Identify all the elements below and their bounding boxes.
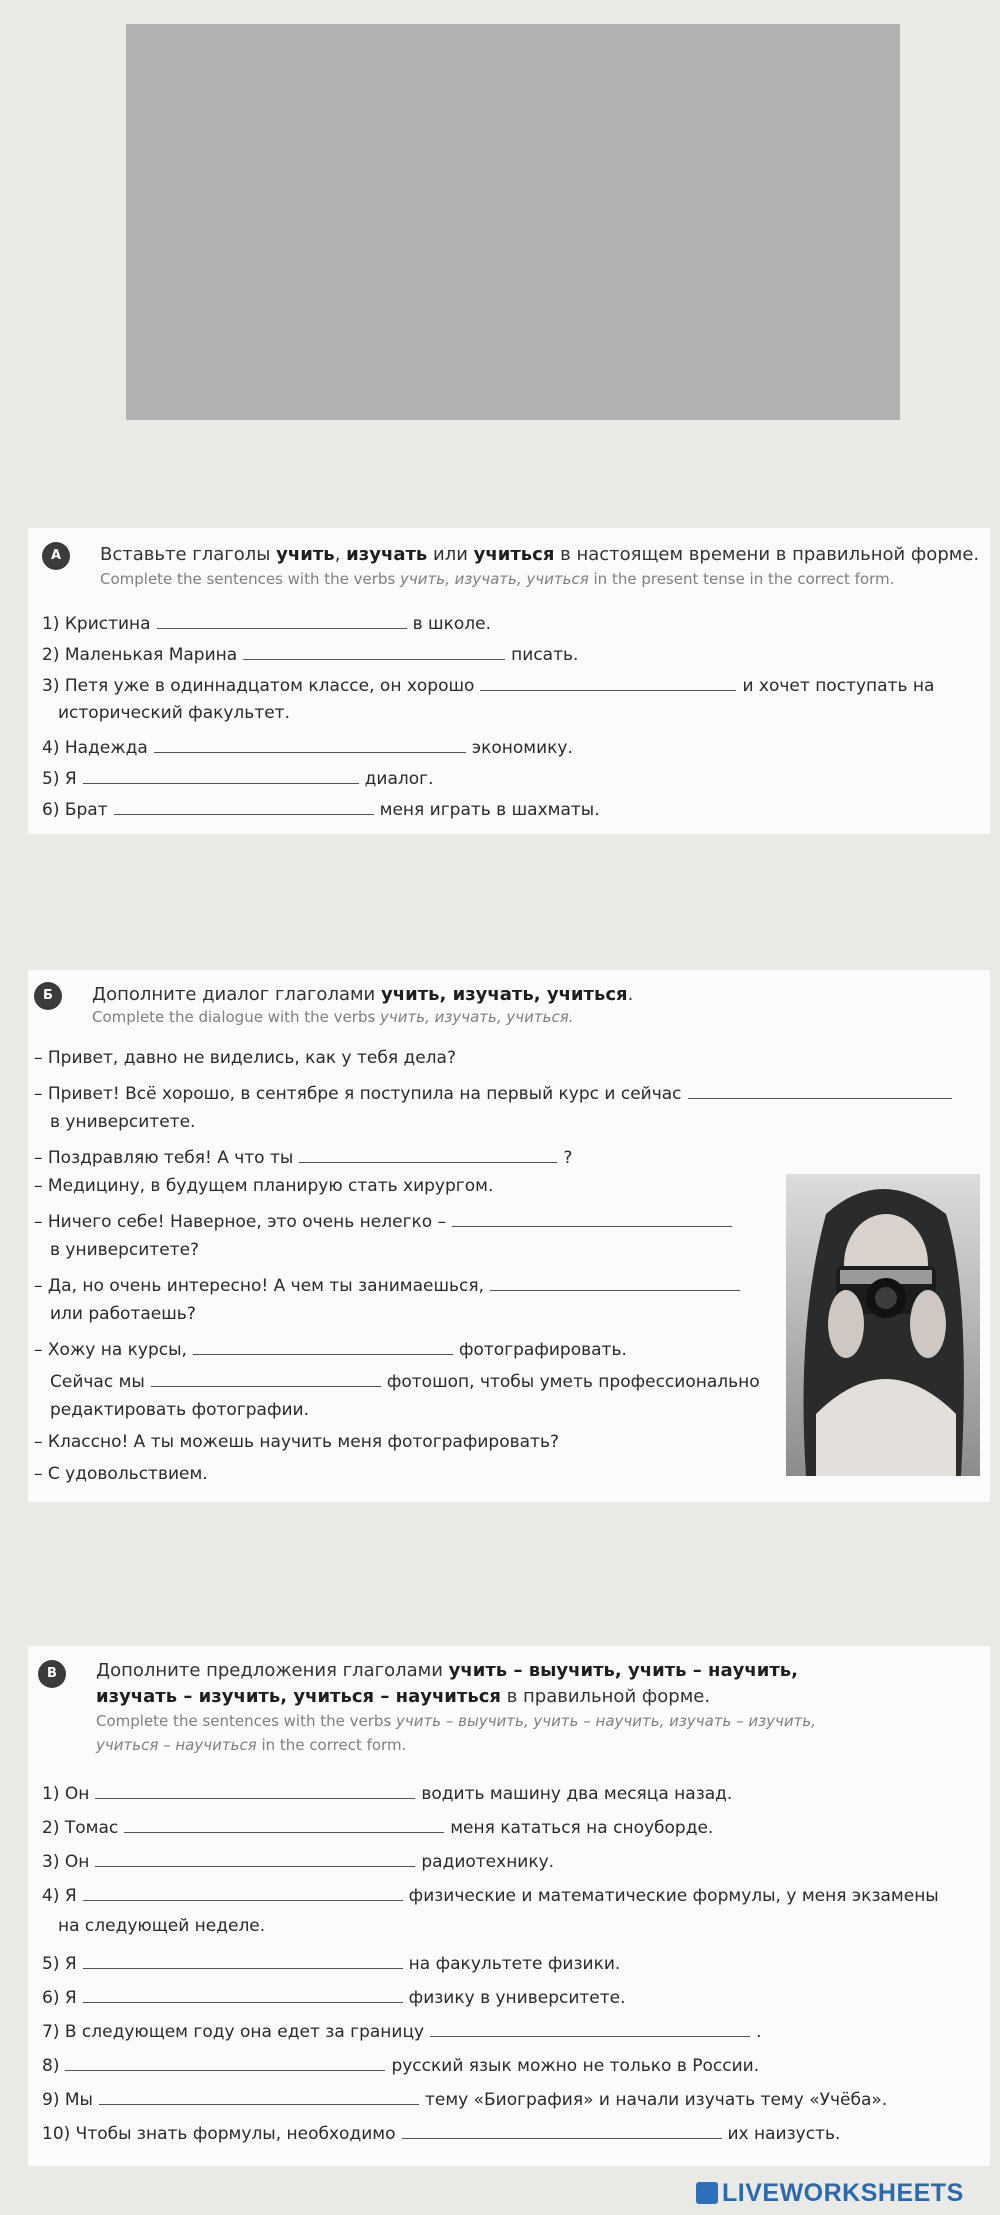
- exercise-a-subtitle: Complete the sentences with the verbs учить, изучать, учиться in the present tense in the correct form.: [100, 570, 895, 588]
- exercise-c-item-4: 4) Я физические и математические формулы, у меня экзамены: [42, 1882, 939, 1916]
- exercise-a-title: Вставьте глаголы учить, изучать или учиться в настоящем времени в правильной форме.: [100, 544, 980, 565]
- liveworksheets-logo-text: LIVEWORKSHEETS: [722, 2178, 964, 2207]
- answer-blank[interactable]: [402, 2120, 722, 2139]
- dialogue-line-cont: редактировать фотографии.: [50, 1400, 310, 1420]
- exercise-c-card: [28, 1646, 990, 2166]
- dialogue-line: – Медицину, в будущем планирую стать хирургом.: [34, 1176, 494, 1196]
- exercise-c-item-4-cont: на следующей неделе.: [58, 1916, 266, 1936]
- exercise-a-item-6: 6) Брат меня играть в шахматы.: [42, 796, 934, 827]
- exercise-a-item-1: 1) Кристина в школе.: [42, 610, 934, 641]
- answer-blank[interactable]: [83, 1882, 403, 1901]
- liveworksheets-logo[interactable]: [696, 2178, 964, 2208]
- dialogue-line: Сейчас мы фотошоп, чтобы уметь профессионально: [34, 1368, 958, 1400]
- camera-photo-illustration: [786, 1174, 980, 1476]
- exercise-c-title-line2: изучать – изучить, учиться – научиться в правильной форме.: [96, 1686, 711, 1707]
- answer-blank[interactable]: [151, 1368, 381, 1387]
- dialogue-line: – Ничего себе! Наверное, это очень нелегко –: [34, 1208, 958, 1240]
- answer-blank[interactable]: [83, 765, 359, 784]
- exercise-a-item-3-cont: исторический факультет.: [58, 703, 290, 723]
- exercise-c-title-line1: Дополните предложения глаголами учить – выучить, учить – научить,: [96, 1660, 798, 1681]
- exercise-c-item-7: 7) В следующем году она едет за границу .: [42, 2018, 939, 2052]
- exercise-c-item-6: 6) Я физику в университете.: [42, 1984, 939, 2018]
- liveworksheets-logo-icon: [696, 2182, 718, 2204]
- exercise-c-badge: В: [38, 1660, 66, 1688]
- exercise-b-subtitle: Complete the dialogue with the verbs учить, изучать, учиться.: [92, 1008, 574, 1026]
- answer-blank[interactable]: [299, 1144, 557, 1163]
- answer-blank[interactable]: [243, 641, 505, 660]
- answer-blank[interactable]: [95, 1848, 415, 1867]
- dialogue-line: – Привет! Всё хорошо, в сентябре я поступила на первый курс и сейчас: [34, 1080, 958, 1112]
- exercise-c-item-5: 5) Я на факультете физики.: [42, 1950, 939, 1984]
- answer-blank[interactable]: [114, 796, 374, 815]
- dialogue-line: – Хожу на курсы, фотографировать.: [34, 1336, 958, 1368]
- answer-blank[interactable]: [124, 1814, 444, 1833]
- exercise-c-item-3: 3) Он радиотехнику.: [42, 1848, 939, 1882]
- answer-blank[interactable]: [452, 1208, 732, 1227]
- dialogue-line: – С удовольствием.: [34, 1464, 208, 1484]
- answer-blank[interactable]: [480, 672, 736, 691]
- dialogue-line-cont: или работаешь?: [50, 1304, 196, 1324]
- dialogue-line-cont: в университете?: [50, 1240, 200, 1260]
- exercise-c-subtitle-line2: учиться – научиться in the correct form.: [96, 1736, 407, 1754]
- exercise-c-subtitle-line1: Complete the sentences with the verbs учить – выучить, учить – научить, изучать – изучить,: [96, 1712, 816, 1730]
- exercise-a-badge: А: [42, 542, 70, 570]
- dialogue-line: – Привет, давно не виделись, как у тебя дела?: [34, 1048, 456, 1068]
- woman-with-camera-photo: [786, 1174, 980, 1476]
- answer-blank[interactable]: [688, 1080, 952, 1099]
- exercise-a-item-3: 3) Петя уже в одиннадцатом классе, он хорошо и хочет поступать на: [42, 672, 934, 703]
- dialogue-line: – Да, но очень интересно! А чем ты занимаешься,: [34, 1272, 958, 1304]
- exercise-a-card: [28, 528, 990, 834]
- exercise-c-item-9: 9) Мы тему «Биография» и начали изучать тему «Учёба».: [42, 2086, 939, 2120]
- answer-blank[interactable]: [193, 1336, 453, 1355]
- exercise-a-item-2: 2) Маленькая Марина писать.: [42, 641, 934, 672]
- exercise-b-badge: Б: [34, 982, 62, 1010]
- dialogue-line: – Классно! А ты можешь научить меня фотографировать?: [34, 1432, 559, 1452]
- answer-blank[interactable]: [154, 734, 466, 753]
- exercise-a-item-5: 5) Я диалог.: [42, 765, 934, 796]
- exercise-c-item-10: 10) Чтобы знать формулы, необходимо их наизусть.: [42, 2120, 939, 2154]
- exercise-a-item-4: 4) Надежда экономику.: [42, 734, 934, 765]
- exercise-c-item-8: 8) русский язык можно не только в России.: [42, 2052, 939, 2086]
- header-image-placeholder: [126, 24, 900, 420]
- dialogue-line-cont: в университете.: [50, 1112, 196, 1132]
- answer-blank[interactable]: [65, 2052, 385, 2071]
- dialogue-line: – Поздравляю тебя! А что ты ?: [34, 1144, 958, 1176]
- exercise-c-item-2: 2) Томас меня кататься на сноуборде.: [42, 1814, 939, 1848]
- answer-blank[interactable]: [430, 2018, 750, 2037]
- exercise-b-title: Дополните диалог глаголами учить, изучать, учиться.: [92, 984, 634, 1005]
- answer-blank[interactable]: [157, 610, 407, 629]
- answer-blank[interactable]: [83, 1950, 403, 1969]
- answer-blank[interactable]: [83, 1984, 403, 2003]
- answer-blank[interactable]: [95, 1780, 415, 1799]
- answer-blank[interactable]: [490, 1272, 740, 1291]
- answer-blank[interactable]: [99, 2086, 419, 2105]
- exercise-c-item-1: 1) Он водить машину два месяца назад.: [42, 1780, 939, 1814]
